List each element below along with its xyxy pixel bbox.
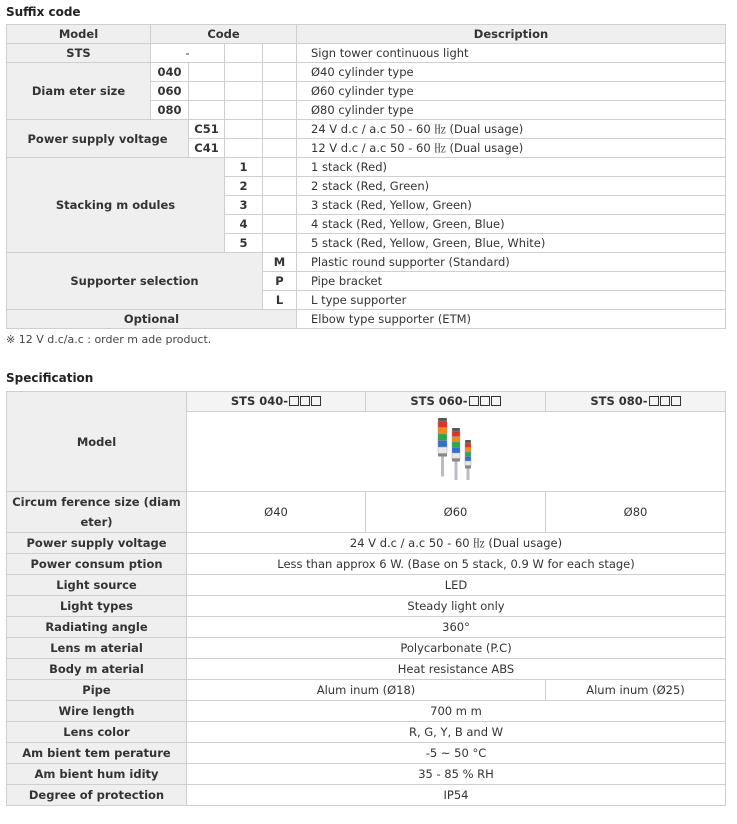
spec-value: 700 m m <box>187 701 726 722</box>
spec-value: Alum inum (Ø25) <box>546 680 726 701</box>
power-code: C51 <box>189 120 225 139</box>
model-label: STS <box>7 44 151 63</box>
table-row <box>7 533 726 554</box>
model-header: STS 040- <box>187 392 366 412</box>
table-row <box>7 44 726 63</box>
spec-label: Light source <box>7 575 187 596</box>
spec-label: Body m aterial <box>7 659 187 680</box>
sign-tower-image <box>434 416 478 482</box>
spec-value: LED <box>187 575 726 596</box>
spec-value: Steady light only <box>187 596 726 617</box>
spec-value: 35 - 85 % RH <box>187 764 726 785</box>
stacking-code: 1 <box>225 158 263 177</box>
spec-label: Pipe <box>7 680 187 701</box>
stacking-code: 2 <box>225 177 263 196</box>
spec-value: Alum inum (Ø18) <box>187 680 546 701</box>
spec-label: Am bient hum idity <box>7 764 187 785</box>
specification-title: Specification <box>6 371 94 385</box>
table-row <box>7 680 726 701</box>
table-row <box>7 253 726 272</box>
spec-value: Ø40 <box>187 492 366 533</box>
stacking-code: 3 <box>225 196 263 215</box>
spec-value: -5 ~ 50 °C <box>187 743 726 764</box>
table-row <box>7 722 726 743</box>
table-row <box>7 617 726 638</box>
table-row <box>7 158 726 177</box>
stacking-code: 4 <box>225 215 263 234</box>
spec-label: Power consum ption <box>7 554 187 575</box>
spec-value: 24 V d.c / a.c 50 - 60 ㎐ (Dual usage) <box>187 533 726 554</box>
spec-value: Ø80 <box>546 492 726 533</box>
spec-value: IP54 <box>187 785 726 806</box>
spec-label: Light types <box>7 596 187 617</box>
supporter-code: M <box>263 253 297 272</box>
diameter-label: Diam eter size <box>7 63 151 120</box>
table-row <box>7 638 726 659</box>
spec-value: R, G, Y, B and W <box>187 722 726 743</box>
optional-desc: Elbow type supporter (ETM) <box>297 310 726 329</box>
stacking-label: Stacking m odules <box>7 158 225 253</box>
table-row <box>7 120 726 139</box>
model-header: STS 080- <box>546 392 726 412</box>
specification-table <box>6 391 726 806</box>
table-row <box>7 659 726 680</box>
sign-tower-icon <box>452 428 460 480</box>
stacking-desc: 1 stack (Red) <box>297 158 726 177</box>
spec-header-row <box>7 392 726 412</box>
table-row <box>7 785 726 806</box>
table-row <box>7 701 726 722</box>
header-model: Model <box>7 25 151 44</box>
product-image-cell <box>187 412 726 492</box>
spec-value: Ø60 <box>366 492 546 533</box>
header-description: Description <box>297 25 726 44</box>
power-desc: 24 V d.c / a.c 50 - 60 ㎐ (Dual usage) <box>297 120 726 139</box>
diameter-code: 040 <box>151 63 189 82</box>
stacking-desc: 3 stack (Red, Yellow, Green) <box>297 196 726 215</box>
supporter-code: L <box>263 291 297 310</box>
power-desc: 12 V d.c / a.c 50 - 60 ㎐ (Dual usage) <box>297 139 726 158</box>
table-row <box>7 63 726 82</box>
diameter-code: 080 <box>151 101 189 120</box>
table-row <box>7 575 726 596</box>
model-dash: - <box>151 44 225 63</box>
table-row <box>7 743 726 764</box>
header-code: Code <box>151 25 297 44</box>
model-header: STS 060- <box>366 392 546 412</box>
table-row <box>7 554 726 575</box>
supporter-desc: Plastic round supporter (Standard) <box>297 253 726 272</box>
table-row <box>7 310 726 329</box>
spec-label: Lens m aterial <box>7 638 187 659</box>
spec-value: Heat resistance ABS <box>187 659 726 680</box>
supporter-desc: Pipe bracket <box>297 272 726 291</box>
suffix-code-title: Suffix code <box>6 5 81 19</box>
spec-label: Degree of protection <box>7 785 187 806</box>
table-row <box>7 596 726 617</box>
model-desc: Sign tower continuous light <box>297 44 726 63</box>
table-row <box>7 492 726 533</box>
diameter-code: 060 <box>151 82 189 101</box>
spec-value: Less than approx 6 W. (Base on 5 stack, 0.9 W for each stage) <box>187 554 726 575</box>
spec-label: Radiating angle <box>7 617 187 638</box>
order-note: ※ 12 V d.c/a.c : order m ade product. <box>6 333 212 346</box>
stacking-desc: 2 stack (Red, Green) <box>297 177 726 196</box>
sign-tower-icon <box>438 418 447 477</box>
diameter-desc: Ø40 cylinder type <box>297 63 726 82</box>
spec-label: Wire length <box>7 701 187 722</box>
sign-tower-icon <box>465 440 471 480</box>
supporter-label: Supporter selection <box>7 253 263 310</box>
supporter-desc: L type supporter <box>297 291 726 310</box>
spec-label: Circum ference size (diam eter) <box>7 492 187 533</box>
power-label: Power supply voltage <box>7 120 189 158</box>
spec-value: 360° <box>187 617 726 638</box>
model-label: Model <box>7 392 187 492</box>
diameter-desc: Ø80 cylinder type <box>297 101 726 120</box>
table-row <box>7 764 726 785</box>
suffix-header-row <box>7 25 726 44</box>
power-code: C41 <box>189 139 225 158</box>
spec-value: Polycarbonate (P.C) <box>187 638 726 659</box>
diameter-desc: Ø60 cylinder type <box>297 82 726 101</box>
supporter-code: P <box>263 272 297 291</box>
spec-label: Am bient tem perature <box>7 743 187 764</box>
spec-label: Power supply voltage <box>7 533 187 554</box>
spec-label: Lens color <box>7 722 187 743</box>
suffix-code-table <box>6 24 726 329</box>
optional-label: Optional <box>7 310 297 329</box>
stacking-desc: 4 stack (Red, Yellow, Green, Blue) <box>297 215 726 234</box>
stacking-code: 5 <box>225 234 263 253</box>
stacking-desc: 5 stack (Red, Yellow, Green, Blue, White) <box>297 234 726 253</box>
